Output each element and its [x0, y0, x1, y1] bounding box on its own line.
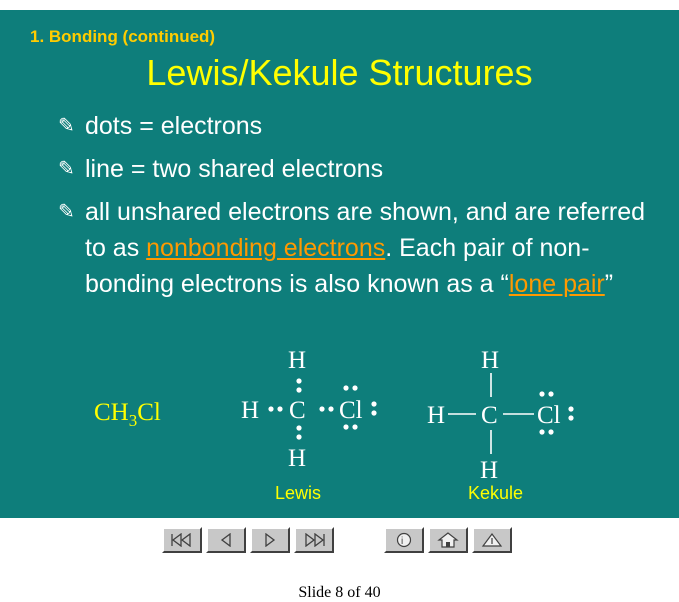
lewis-c: C	[289, 397, 306, 424]
structure-drawings	[0, 10, 679, 518]
next-slide-icon	[257, 533, 283, 547]
electron-dot	[548, 391, 553, 396]
next-slide-button[interactable]	[250, 527, 290, 553]
electron-dot	[343, 385, 348, 390]
bullet-text: ”	[604, 270, 614, 298]
kekule-cl: Cl	[537, 402, 561, 429]
kekule-h-left: H	[427, 402, 446, 429]
kekule-c: C	[481, 402, 498, 429]
bullet-text: line = two shared electrons	[85, 155, 384, 183]
electron-dot	[296, 387, 301, 392]
lewis-h-top: H	[288, 347, 307, 374]
electron-dot	[343, 424, 348, 429]
first-slide-icon	[169, 533, 195, 547]
up-icon	[479, 532, 505, 548]
section-heading: 1. Bonding (continued)	[30, 27, 216, 46]
slide-navigation	[162, 527, 338, 553]
bullet-text: . Each pair of non-bonding electrons is also known as a “	[85, 234, 590, 298]
first-slide-button[interactable]	[162, 527, 202, 553]
kekule-h-top: H	[481, 347, 500, 374]
slide-title: Lewis/Kekule Structures	[146, 52, 533, 93]
electron-dot	[296, 434, 301, 439]
electron-dot	[319, 406, 324, 411]
electron-dot	[296, 425, 301, 430]
lewis-h-bottom: H	[288, 445, 307, 472]
electron-dot	[296, 378, 301, 383]
pencil-icon: ✎	[58, 115, 75, 137]
electron-dot	[539, 391, 544, 396]
lewis-cl: Cl	[339, 397, 363, 424]
electron-dot	[568, 406, 573, 411]
electron-dot	[277, 406, 282, 411]
slide-number: Slide 8 of 40	[298, 584, 381, 601]
info-button[interactable]	[384, 527, 424, 553]
lewis-structure	[241, 347, 377, 472]
slide-tools	[384, 527, 516, 553]
kekule-h-bottom: H	[480, 457, 499, 484]
bullet-text: all unshared electrons are shown, and are referred to as	[85, 198, 646, 262]
electron-dot	[371, 401, 376, 406]
electron-dot	[352, 385, 357, 390]
pencil-icon: ✎	[58, 158, 75, 180]
last-slide-button[interactable]	[294, 527, 334, 553]
nonbonding-electrons-link[interactable]: nonbonding electrons	[146, 234, 386, 262]
kekule-caption: Kekule	[468, 483, 524, 503]
slide	[0, 10, 679, 518]
kekule-structure	[427, 347, 574, 484]
pencil-icon: ✎	[58, 201, 75, 223]
home-button[interactable]	[428, 527, 468, 553]
electron-dot	[371, 410, 376, 415]
lone-pair-link[interactable]: lone pair	[508, 270, 605, 298]
electron-dot	[328, 406, 333, 411]
formula-suffix: Cl	[137, 399, 161, 426]
previous-slide-button[interactable]	[206, 527, 246, 553]
formula-prefix: CH	[94, 399, 129, 426]
last-slide-icon	[301, 533, 327, 547]
up-button[interactable]	[472, 527, 512, 553]
bullet-text: dots = electrons	[85, 112, 263, 140]
electron-dot	[268, 406, 273, 411]
previous-slide-icon	[213, 533, 239, 547]
info-icon	[391, 532, 417, 548]
lewis-h-left: H	[241, 397, 260, 424]
electron-dot	[539, 429, 544, 434]
electron-dot	[568, 415, 573, 420]
formula-subscript: 3	[128, 411, 138, 430]
electron-dot	[352, 424, 357, 429]
home-icon	[435, 532, 461, 548]
electron-dot	[548, 429, 553, 434]
svg-text:i: i	[401, 536, 404, 547]
lewis-caption: Lewis	[275, 483, 322, 503]
